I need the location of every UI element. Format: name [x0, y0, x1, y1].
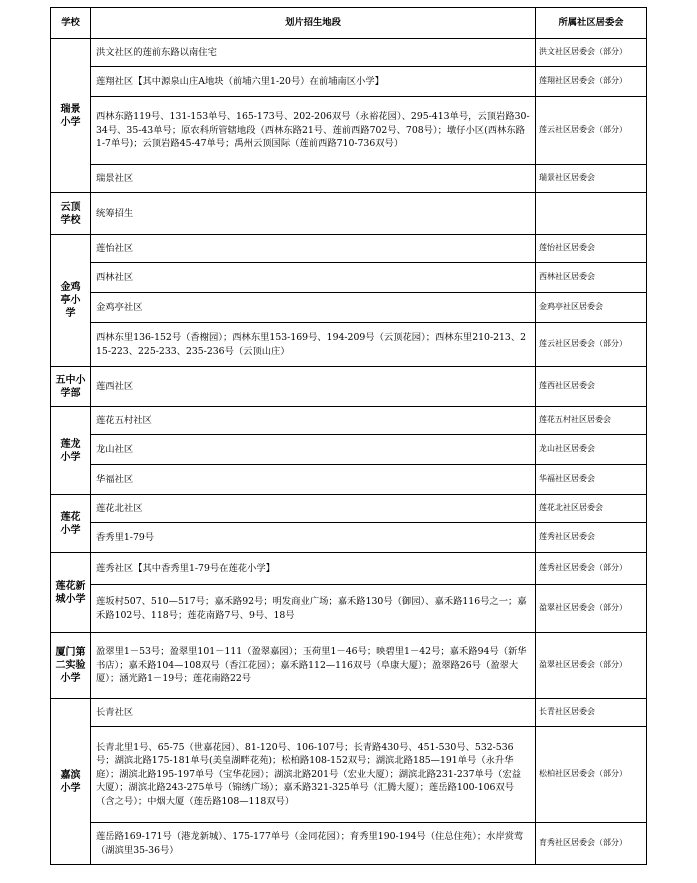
table-row [51, 633, 647, 699]
school-name: 五中小 学部 [51, 367, 91, 407]
table-row [51, 823, 647, 865]
table-row [51, 235, 647, 263]
community-committee: 金鸡亭社区居委会 [536, 293, 647, 323]
header-committee: 所属社区居委会 [536, 8, 647, 39]
community-committee: 松柏社区居委会（部分） [536, 727, 647, 823]
table-row [51, 699, 647, 727]
table-row [51, 97, 647, 165]
enrollment-area: 金鸡亭社区 [91, 293, 536, 323]
community-committee: 华福社区居委会 [536, 465, 647, 495]
table-row [51, 39, 647, 67]
table-row [51, 165, 647, 193]
enrollment-area: 莲翔社区【其中源泉山庄A地块（前埔六里1-20号）在前埔南区小学】 [91, 67, 536, 97]
table-row [51, 67, 647, 97]
enrollment-area: 莲坂村507、510—517号；嘉禾路92号；明发商业广场；嘉禾路130号（御园）、嘉禾路116号之一；嘉禾路102号、118号；莲花南路7号、9号、18号 [91, 585, 536, 633]
enrollment-area: 西林东里136-152号（香榭园）；西林东里153-169号、194-209号（云顶花园）；西林东里210-213、215-223、225-233、235-236号（云顶山庄） [91, 323, 536, 367]
enrollment-area: 华福社区 [91, 465, 536, 495]
enrollment-area: 莲花五村社区 [91, 407, 536, 435]
enrollment-area: 莲怡社区 [91, 235, 536, 263]
table-row [51, 553, 647, 585]
community-committee: 盈翠社区居委会（部分） [536, 585, 647, 633]
table-body [51, 39, 647, 865]
community-committee [536, 193, 647, 235]
enrollment-area: 瑞景社区 [91, 165, 536, 193]
table-row [51, 585, 647, 633]
community-committee: 盈翠社区居委会（部分） [536, 633, 647, 699]
community-committee: 长青社区居委会 [536, 699, 647, 727]
school-name: 莲花新 城小学 [51, 553, 91, 633]
enrollment-area: 莲花北社区 [91, 495, 536, 523]
enrollment-area: 莲岳路169-171号（港龙新城）、175-177单号（金同花园）；育秀里190-194号（住总住苑）；水岸赏莺（湖滨里35-36号） [91, 823, 536, 865]
table-row [51, 407, 647, 435]
enrollment-area: 盈翠里1－53号；盈翠里101－111（盈翠嘉园）；玉荷里1－46号；映碧里1－42号；嘉禾路94号（新华书店）；嘉禾路104—108双号（香江花园）；嘉禾路112—116双号（阜康大厦）；盈翠路26号（盈翠大厦）；涵光路1－19号；莲花南路22号 [91, 633, 536, 699]
table-row [51, 293, 647, 323]
community-committee: 西林社区居委会 [536, 263, 647, 293]
community-committee: 莲翔社区居委会（部分） [536, 67, 647, 97]
community-committee: 莲花北社区居委会 [536, 495, 647, 523]
community-committee: 莲云社区居委会（部分） [536, 323, 647, 367]
community-committee: 瑞景社区居委会 [536, 165, 647, 193]
community-committee: 莲云社区居委会（部分） [536, 97, 647, 165]
table-row [51, 495, 647, 523]
enrollment-area: 龙山社区 [91, 435, 536, 465]
header-area: 划片招生地段 [91, 8, 536, 39]
community-committee: 莲花五村社区居委会 [536, 407, 647, 435]
school-name: 莲花 小学 [51, 495, 91, 553]
school-name: 嘉滨 小学 [51, 699, 91, 865]
school-name: 瑞景 小学 [51, 39, 91, 193]
header-row [51, 8, 647, 39]
table-row [51, 367, 647, 407]
community-committee: 莲秀社区居委会（部分） [536, 553, 647, 585]
table-row [51, 435, 647, 465]
table-row [51, 323, 647, 367]
community-committee: 莲怡社区居委会 [536, 235, 647, 263]
enrollment-area: 长青社区 [91, 699, 536, 727]
table-row [51, 263, 647, 293]
community-committee: 龙山社区居委会 [536, 435, 647, 465]
community-committee: 莲西社区居委会 [536, 367, 647, 407]
table-row [51, 523, 647, 553]
school-name: 金鸡 亭小 学 [51, 235, 91, 367]
enrollment-area: 莲秀社区【其中香秀里1-79号在莲花小学】 [91, 553, 536, 585]
enrollment-area: 西林社区 [91, 263, 536, 293]
header-school: 学校 [51, 8, 91, 39]
enrollment-area: 长青北里1号、65-75（世嘉花园）、81-120号、106-107号；长青路430号、451-530号、532-536号；湖滨北路175-181单号(美皇湖畔花苑)；松柏路108-152双号；湖滨北路185—191单号（永升华庭）；湖滨北路195-197单号（宝华花园）；湖滨北路201号（宏业大厦）；湖滨北路231-237单号（宏益大厦）；湖滨北路243-275单号（锦绣广场）；嘉禾路321-325单号（汇腾大厦）；莲岳路100-106双号（含之号）；中烟大厦（莲岳路108—118双号） [91, 727, 536, 823]
enrollment-area: 西林东路119号、131-153单号、165-173号、202-206双号（永裕花园）、295-413单号，云顶岩路30-34号、35-43单号；原农科所管辖地段（西林东路21号、莲前西路702号、708号）；墩仔小区(西林东路1-7单号)；云顶岩路45-47单号；禹州云顶国际（莲前西路710-736双号） [91, 97, 536, 165]
enrollment-area: 香秀里1-79号 [91, 523, 536, 553]
school-name: 云顶 学校 [51, 193, 91, 235]
enrollment-table [50, 7, 647, 865]
enrollment-area: 莲西社区 [91, 367, 536, 407]
table-row [51, 465, 647, 495]
community-committee: 洪文社区居委会（部分） [536, 39, 647, 67]
community-committee: 莲秀社区居委会 [536, 523, 647, 553]
school-name: 厦门第 二实验 小学 [51, 633, 91, 699]
table-row [51, 727, 647, 823]
table-row [51, 193, 647, 235]
enrollment-area: 洪文社区的莲前东路以南住宅 [91, 39, 536, 67]
enrollment-area: 统筹招生 [91, 193, 536, 235]
community-committee: 育秀社区居委会（部分） [536, 823, 647, 865]
school-name: 莲龙 小学 [51, 407, 91, 495]
